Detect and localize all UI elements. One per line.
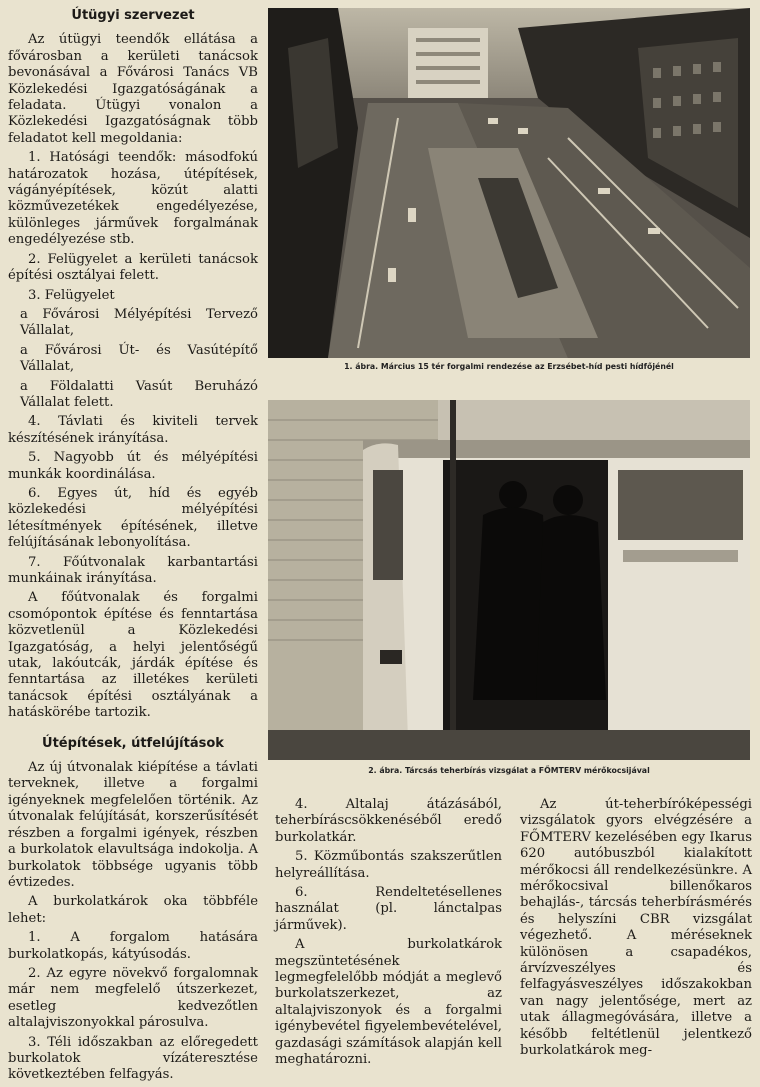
list-item: 3. Felügyelet [28,287,115,303]
paragraph: A burkolatkárok oka többféle lehet: [8,894,258,926]
paragraph: Az útügyi teendők ellátása a fővárosban a kerületi tanácsok bevonásával a Fővárosi Tanács VB Közlekedési Igazgatóságának a feladata. Útügyi vonalon a Közlekedési Igazgatóságnak több feladatot kell megoldania: [8,32,258,146]
list-item: 1. Hatósági teendők: másodfokú határozatok hozása, útépítések, vágányépítések, közút alatti közművezetékek engedélyezése, különleges járművek forgalmának engedélyezése stb. [8,150,258,248]
list-item: 2. Az egyre növekvő forgalomnak már nem megfelelő útszerkezet, esetleg kedvezőtlen altalajviszonyokkal párosulva. [8,965,258,1031]
list-item: 6. Rendeltetésellenes használat (pl. lánctalpas járművek). [275,885,502,933]
list-item: 1. A forgalom hatására burkolatkopás, kátyúsodás. [8,930,258,962]
list-subitem: a Fővárosi Mélyépítési Tervező Vállalat, [20,306,258,339]
list-item: 5. Nagyobb út és mélyépítési munkák koordinálása. [8,450,258,482]
list-item: 5. Közműbontás szakszerűtlen helyreállítása. [275,849,502,881]
right-column [520,797,752,1063]
list-item: 4. Távlati és kiviteli tervek készítésének irányítása. [8,414,258,446]
list-item: 6. Egyes út, híd és egyéb közlekedési mélyépítési létesítmények építésének, illetve felújításának lebonyolítása. [8,485,258,551]
paragraph: Az út-teherbíróképességi vizsgálatok gyors elvégzésére a FŐMTERV kezelésében egy Ikarus 620 autóbuszból kialakított mérőkocsi áll rendelkezésünkre. A mérőkocsival billenőkaros behajlás-, tárcsás teherbírásmérés és helyszíni CBR vizsgálat végezhető. A méréseknek különösen a csapadékos, árvízveszélyes és felfagyásveszélyes időszakokban van nagy jelentősége, mert az utak állagmegóvására, illetve a később feltétlenül jelentkező burkolatkárok meg- [520,797,752,1059]
section-title-utepitesek: Útépítések, útfelújítások [42,735,224,751]
paragraph: A burkolatkárok megszüntetésének legmegfelelőbb módját a meglevő burkolatszerkezet, az altalajviszonyok és a forgalmi igénybevétel figyelembevételével, gazdasági számítások alapján kell meghatározni. [275,937,502,1068]
section-title-utugyi: Útügyi szervezet [71,8,195,23]
photo-measuring-vehicle [268,400,750,760]
list-subitem: a Földalatti Vasút Beruházó Vállalat felett. [20,378,258,410]
figure-1-caption: 1. ábra. Március 15 tér forgalmi rendezése az Erzsébet-híd pesti hídfőjénél [344,362,674,371]
middle-column [275,797,502,1072]
left-column [8,4,258,1087]
paragraph: Az új útvonalak kiépítése a távlati terveknek, illetve a forgalmi igényeknek megfelelően történik. Az útvonalak felújítását, korszerűsítését részben a forgalmi igények, részben a burkolatok elavultsága indokolja. A burkolatok többsége ugyanis több évtizedes. [8,760,258,890]
list-item: 7. Főútvonalak karbantartási munkáinak irányítása. [8,554,258,586]
list-item: 2. Felügyelet a kerületi tanácsok építési osztályai felett. [8,251,258,284]
paragraph: A főútvonalak és forgalmi csomópontok építése és fenntartása közvetlenül a Közlekedési Igazgatóság, a helyi jelentőségű utak, lakóutcák, járdák építése és fenntartása az illetékes kerületi tanácsok építési osztályának a hatáskörébe tartozik. [8,590,258,721]
list-item: 4. Altalaj átázásából, teherbíráscsökkenéséből eredő burkolatkár. [275,797,502,845]
photo-march-15-square [268,8,750,358]
list-item: 3. Téli időszakban az előregedett burkolatok vízáteresztése következtében felfagyás. [8,1034,258,1083]
figure-2-caption: 2. ábra. Tárcsás teherbírás vizsgálat a FŐMTERV mérőkocsijával [368,766,650,775]
list-subitem: a Fővárosi Út- és Vasútépítő Vállalat, [20,342,258,375]
